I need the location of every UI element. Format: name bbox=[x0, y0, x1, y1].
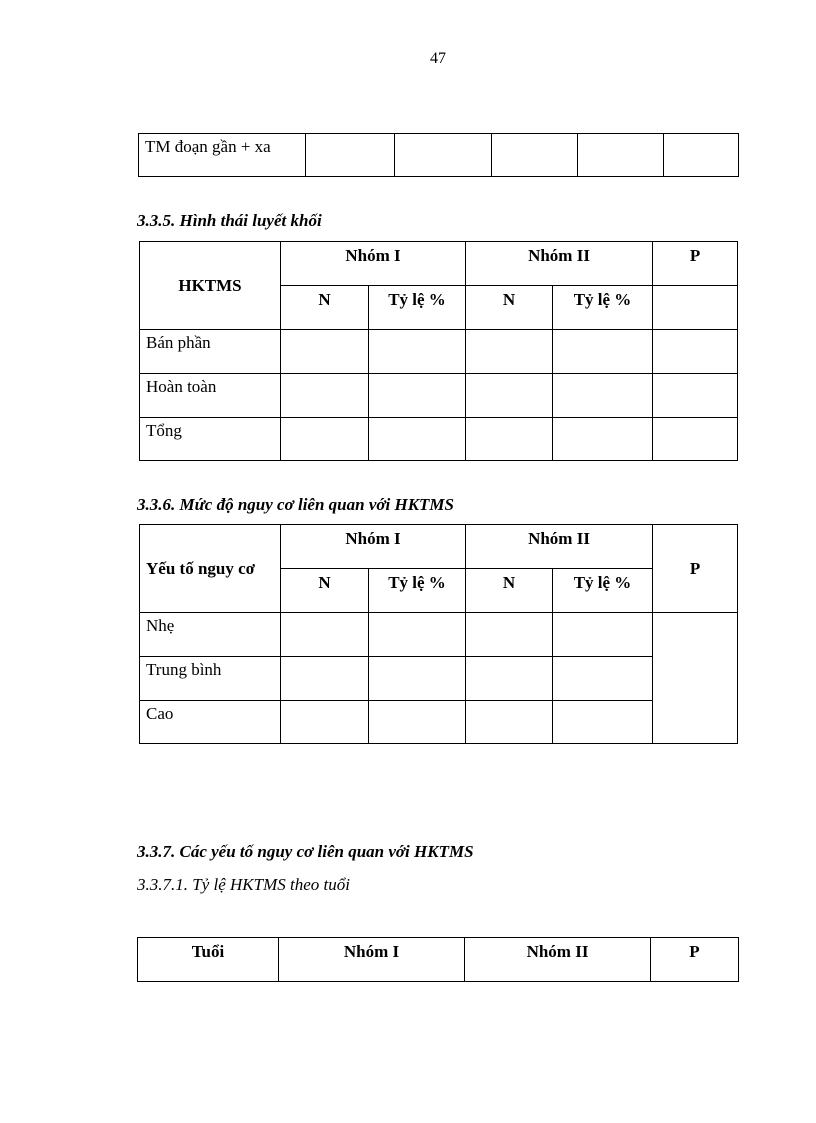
row-label: Tổng bbox=[140, 418, 281, 461]
section-heading-3-3-5: 3.3.5. Hình thái luyết khối bbox=[137, 211, 322, 230]
header-yeu-to-nguy-co: Yếu tố nguy cơ bbox=[140, 525, 281, 613]
row-label: Cao bbox=[140, 701, 281, 744]
row-label: Nhẹ bbox=[140, 613, 281, 657]
header-n: N bbox=[466, 286, 553, 330]
header-nhom-2: Nhóm II bbox=[465, 938, 651, 982]
row-label: Hoàn toàn bbox=[140, 374, 281, 418]
header-nhom-2: Nhóm II bbox=[466, 242, 653, 286]
p-merged-cell bbox=[653, 613, 738, 744]
header-hktms: HKTMS bbox=[140, 242, 281, 330]
table-cell bbox=[578, 134, 664, 177]
header-ty-le: Tỷ lệ % bbox=[553, 569, 653, 613]
header-tuoi: Tuổi bbox=[138, 938, 279, 982]
page-number: 47 bbox=[430, 50, 446, 67]
row-label: Bán phần bbox=[140, 330, 281, 374]
table-hinh-thai bbox=[139, 241, 738, 461]
row-label: Trung bình bbox=[140, 657, 281, 701]
header-ty-le: Tỷ lệ % bbox=[369, 286, 466, 330]
table-cell bbox=[306, 134, 395, 177]
header-nhom-1: Nhóm I bbox=[281, 525, 466, 569]
header-nhom-2: Nhóm II bbox=[466, 525, 653, 569]
header-p: P bbox=[653, 242, 738, 286]
header-n: N bbox=[281, 569, 369, 613]
table-ty-le-theo-tuoi bbox=[137, 937, 739, 982]
header-p: P bbox=[653, 525, 738, 613]
row-label: TM đoạn gần + xa bbox=[139, 134, 306, 177]
section-heading-3-3-6: 3.3.6. Mức độ nguy cơ liên quan với HKTMS bbox=[137, 495, 454, 514]
table-cell bbox=[395, 134, 492, 177]
subsection-heading-3-3-7-1: 3.3.7.1. Tỷ lệ HKTMS theo tuổi bbox=[137, 875, 350, 894]
section-heading-3-3-7: 3.3.7. Các yếu tố nguy cơ liên quan với HKTMS bbox=[137, 842, 474, 861]
header-nhom-1: Nhóm I bbox=[279, 938, 465, 982]
table-cell bbox=[664, 134, 739, 177]
header-ty-le: Tỷ lệ % bbox=[369, 569, 466, 613]
table-cell bbox=[492, 134, 578, 177]
header-n: N bbox=[466, 569, 553, 613]
table-top-continuation bbox=[138, 133, 739, 177]
table-cell bbox=[653, 286, 738, 330]
table-muc-do-nguy-co bbox=[139, 524, 738, 744]
header-ty-le: Tỷ lệ % bbox=[553, 286, 653, 330]
header-n: N bbox=[281, 286, 369, 330]
header-p: P bbox=[651, 938, 739, 982]
header-nhom-1: Nhóm I bbox=[281, 242, 466, 286]
